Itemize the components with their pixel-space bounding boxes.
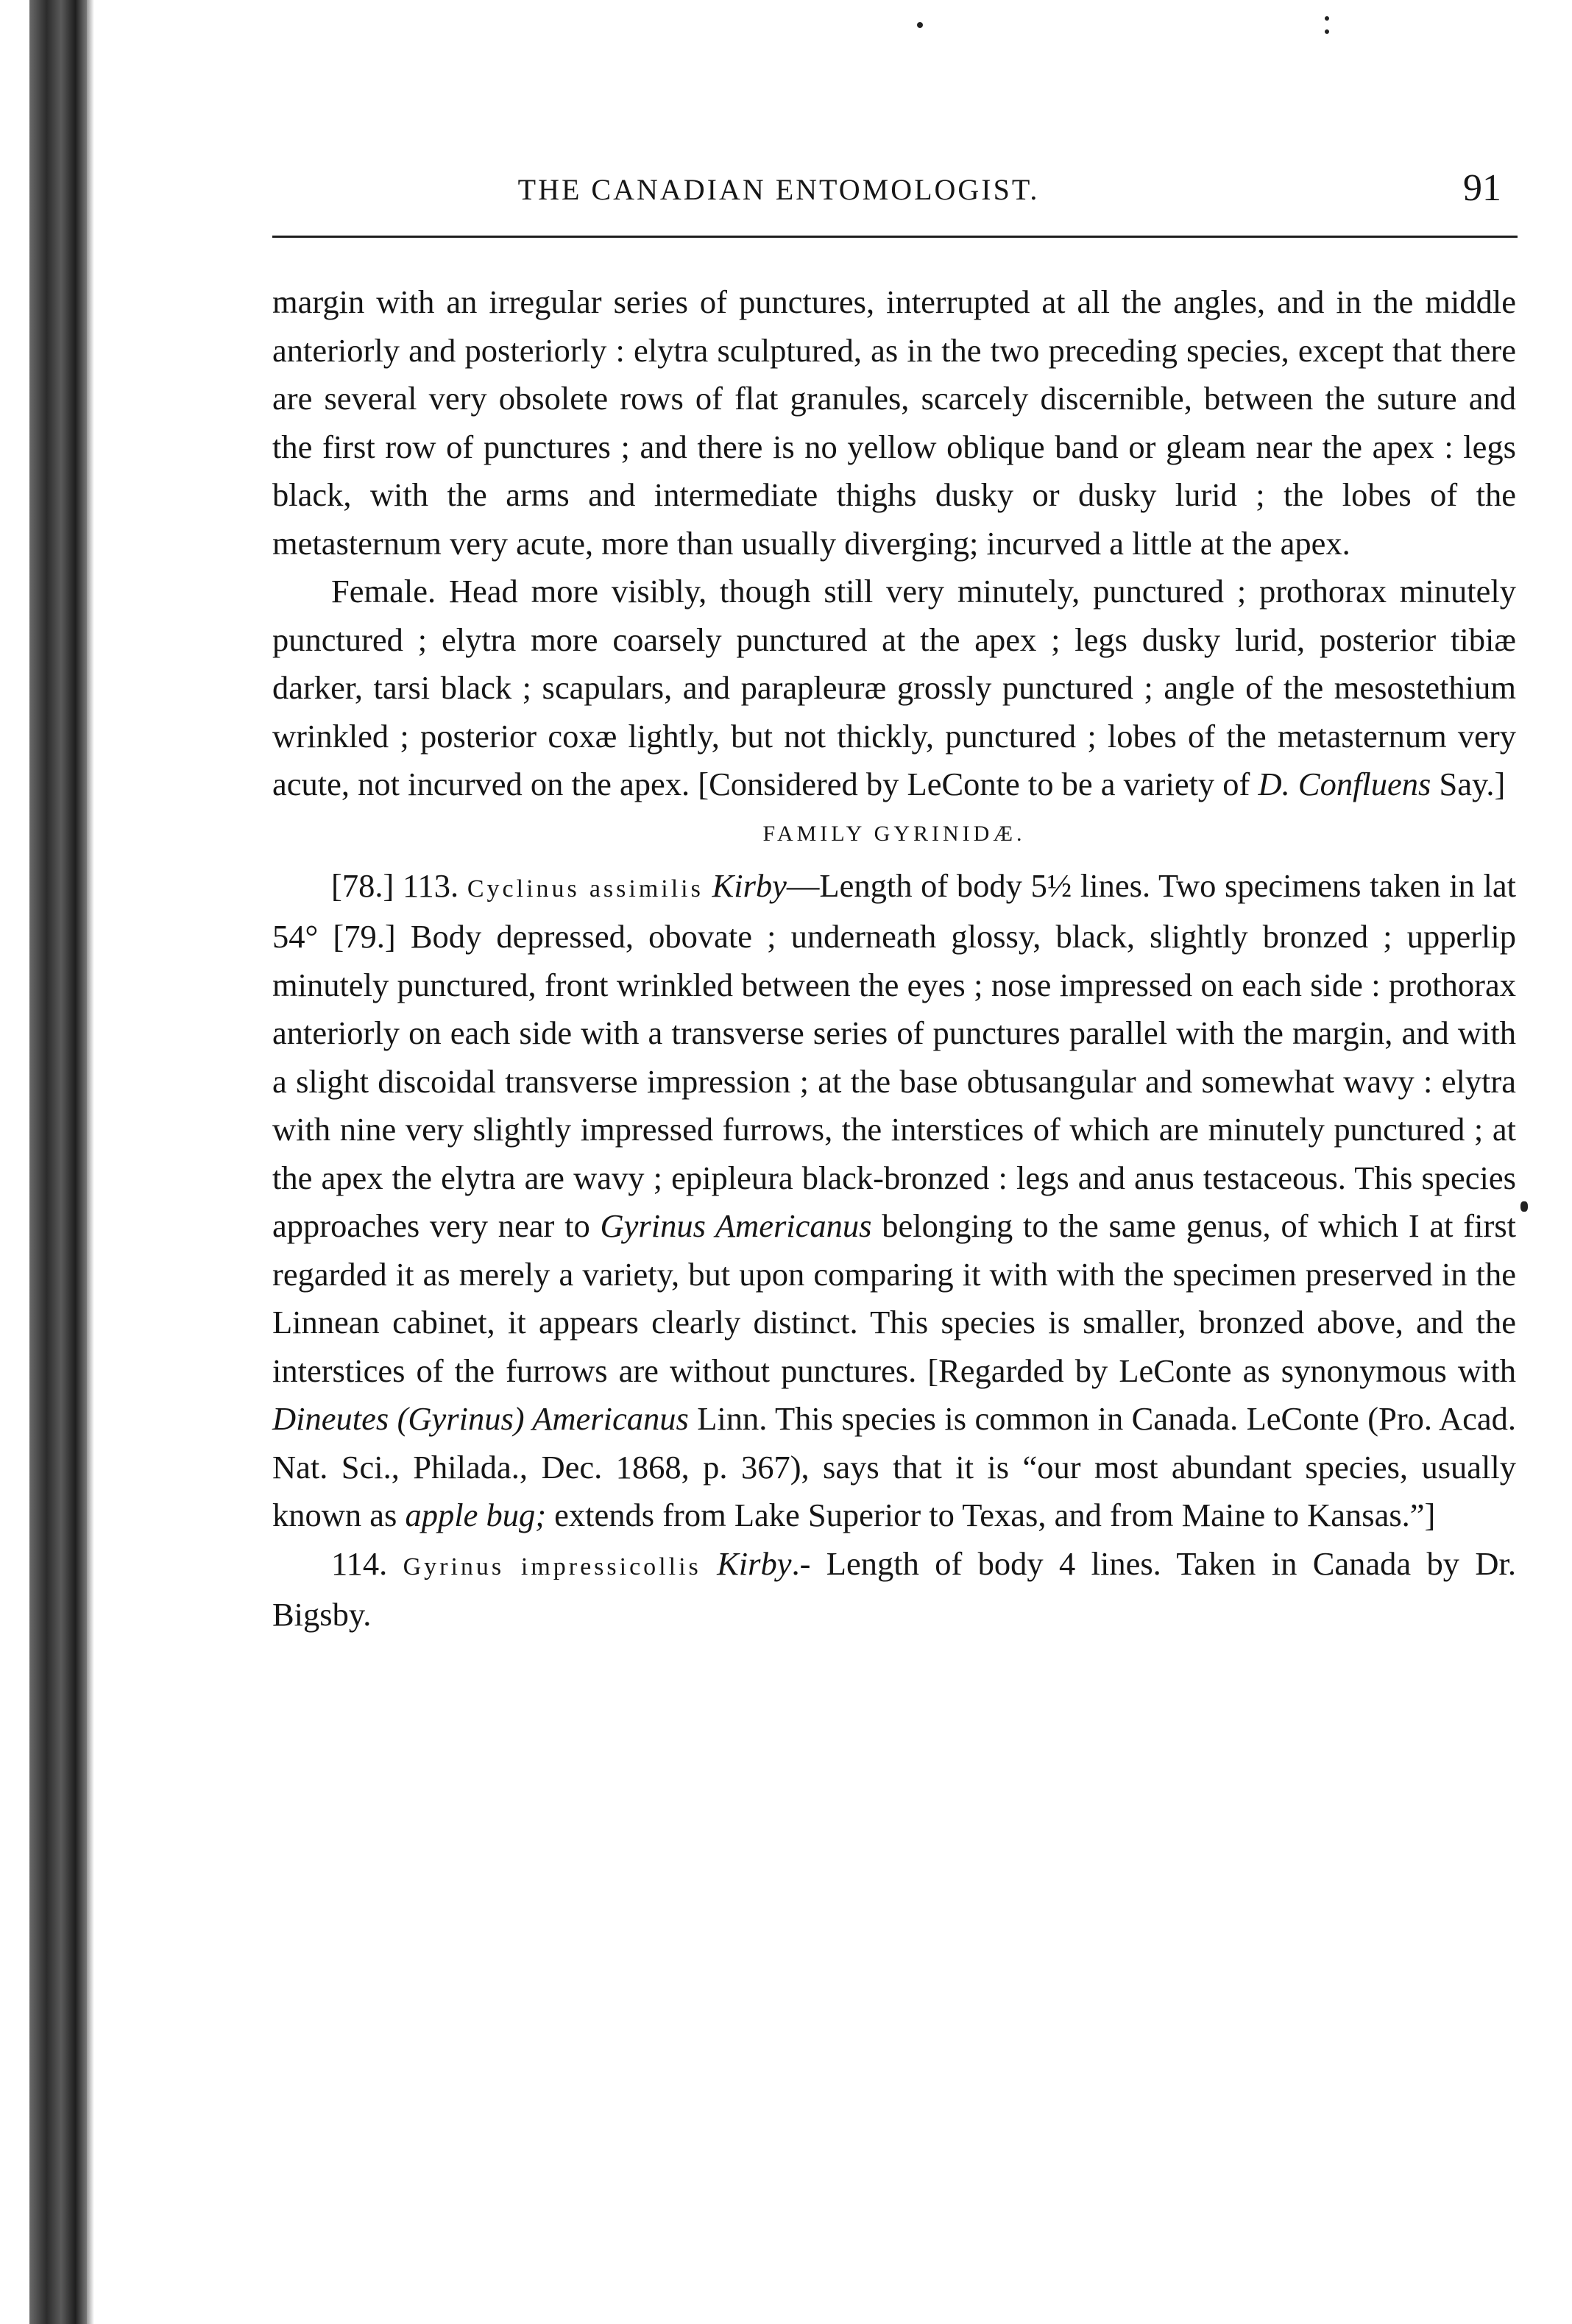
paragraph-text: Say.]	[1431, 766, 1506, 802]
paragraph-text: .- Length of body 4 lines. Taken in Canada by Dr. Bigsby.	[272, 1544, 1516, 1633]
paragraph-text: Linn. This species is common in Canada. LeConte (Pro. Acad. Nat. Sci., Philada., Dec. 1868, p. 367), says that it is “our most abundant species, usually known as	[272, 1400, 1516, 1533]
species-name-italic: Dineutes (Gyrinus) Americanus	[272, 1400, 689, 1437]
family-heading: FAMILY GYRINIDÆ.	[762, 821, 1026, 846]
species-name-smallcaps: Gyrinus impressicollis	[403, 1553, 701, 1580]
page-header	[278, 167, 1509, 215]
author-name-italic: Kirby	[717, 1544, 792, 1582]
entry-number: [78.] 113.	[331, 866, 467, 904]
species-name-italic: Gyrinus Americanus	[600, 1207, 872, 1244]
paragraph-text: belonging to the same genus, of which I at first regarded it as merely a variety, but upon comparing it with with the specimen preserved in the Linnean cabinet, it appears clearly distinct. This species is smaller, bronzed above, and the interstices of the furrows are without punctures. [Regarded by LeConte as synonymous with	[272, 1207, 1516, 1389]
paragraph-continuation: margin with an irregular series of punctures, interrupted at all the angles, and in the middle anteriorly and posteriorly : elytra sculptured, as in the two preceding species, except that there are several very obsolete rows of flat granules, scarcely discernible, between the suture and the first row of punctures ; and there is no yellow oblique band or gleam near the apex : legs black, with the arms and intermediate thighs dusky or dusky lurid ; the lobes of the metasternum very acute, more than usually diverging; incurved a little at the apex.	[272, 283, 1516, 562]
header-rule	[272, 236, 1518, 238]
species-name-smallcaps: Cyclinus assimilis	[467, 875, 704, 903]
page-body	[272, 278, 1516, 1639]
entry-number: 114.	[331, 1544, 403, 1582]
species-name-italic: D. Confluens	[1258, 766, 1431, 802]
book-spine-shadow	[29, 0, 87, 2324]
author-name-italic: Kirby	[712, 866, 787, 904]
book-spine-edge	[87, 0, 94, 2324]
print-speck	[1325, 16, 1329, 21]
print-speck	[917, 22, 923, 28]
paragraph-species-114	[272, 1540, 1516, 1639]
paragraph-species-113	[272, 862, 1516, 1540]
print-speck	[1520, 1201, 1528, 1212]
running-title: THE CANADIAN ENTOMOLOGIST.	[517, 173, 1040, 206]
paragraph-text: —Length of body 5½ lines. Two specimens taken in lat 54° [79.] Body depressed, obovate ; underneath glossy, black, slightly bronzed ; upperlip minutely punctured, front wrinkled between the eyes ; nose impressed on each side : prothorax anteriorly on each side with a transverse series of punctures parallel with the margin, and with a slight discoidal transverse impression ; at the base obtusangular and somewhat wavy : elytra with nine very slightly impressed furrows, the interstices of which are minutely punctured ; at the apex the elytra are wavy ; epipleura black-bronzed : legs and anus testaceous. This species approaches very near to	[272, 866, 1516, 1244]
paragraph-text: Female. Head more visibly, though still very minutely, punctured ; prothorax minutely punctured ; elytra more coarsely punctured at the apex ; legs dusky lurid, posterior tibiæ darker, tarsi black ; scapulars, and parapleuræ grossly punctured ; angle of the mesostethium wrinkled ; posterior coxæ lightly, but not thickly, punctured ; lobes of the metasternum very acute, not incurved on the apex. [Considered by LeConte to be a variety of	[272, 573, 1516, 802]
paragraph-female	[272, 568, 1516, 809]
paragraph-text: extends from Lake Superior to Texas, and from Maine to Kansas.”]	[546, 1497, 1436, 1533]
page-number: 91	[1463, 167, 1501, 209]
common-name-italic: apple bug;	[405, 1497, 547, 1533]
